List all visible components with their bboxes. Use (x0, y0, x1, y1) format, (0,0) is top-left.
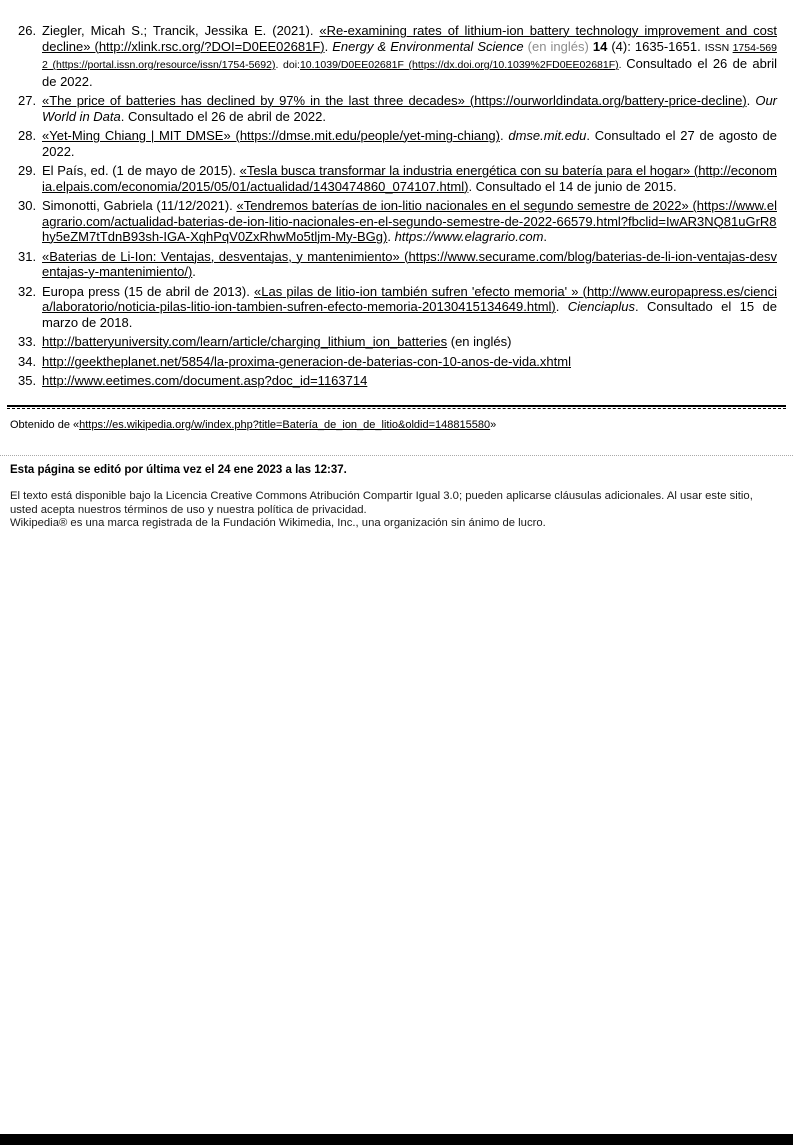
reference-content (42, 163, 777, 194)
retrieved-from-line (10, 419, 783, 432)
reference-link[interactable]: (https://dmse.mit.edu/people/yet-ming-chiang) (235, 128, 500, 143)
reference-item (18, 23, 777, 89)
bottom-black-bar (0, 1134, 793, 1145)
permalink-url[interactable]: https://es.wikipedia.org/w/index.php?title=Batería_de_ion_de_litio&oldid=148815580 (79, 418, 491, 431)
reference-link[interactable]: (http://xlink.rsc.org/?DOI=D0EE02681F) (94, 38, 325, 54)
reference-link[interactable]: 1754-5692 (https://portal.issn.org/resource/issn/1754-5692) (42, 41, 777, 71)
footer-divider (0, 455, 793, 456)
reference-link[interactable]: http://geektheplanet.net/5854/la-proxima-generacion-de-baterias-con-10-anos-de-vida.xhtml (42, 353, 571, 369)
reference-link[interactable]: «Yet-Ming Chiang | MIT DMSE» (42, 128, 236, 143)
reference-link[interactable]: «The price of batteries has declined by 97% in the last three decades» (42, 93, 470, 108)
reference-number: 27. (18, 93, 37, 108)
reference-item (18, 163, 777, 194)
reference-text-segment: (en inglés) (527, 38, 589, 54)
reference-text-segment: 14 (592, 38, 608, 54)
document-page (0, 23, 793, 531)
license-text: El texto está disponible bajo la Licencia Creative Commons Atribución Compartir Igual 3.0; pueden aplicarse cláusulas adicionales. Al usar este sitio, usted acepta nuestros términos de uso y nuestra política de privacidad. (10, 490, 753, 516)
reference-text-segment: El País, ed. (1 de mayo de 2015). (42, 163, 240, 178)
reference-number: 28. (18, 128, 37, 143)
reference-item (18, 93, 777, 124)
reference-text-segment: . Consultado el 27 de agosto de 2022. (42, 128, 778, 159)
reference-link[interactable]: «Baterias de Li-Ion: Ventajas, desventajas, y mantenimiento» (42, 248, 405, 264)
reference-text-segment: (en inglés) (447, 334, 512, 349)
reference-link[interactable]: (https://www.elagrario.com/actualidad-baterias-de-ion-litio-nacionales-en-el-segundo-semestre-de-2022-66579.html?fbclid=IwAR3NQ81uGrR8hy5eZM7tTdnB93sh-IGA-XqhPqV0ZxRhwMo5tljm-My-BGg) (42, 198, 777, 244)
reference-content (42, 284, 777, 331)
reference-text-segment: . (499, 128, 509, 143)
reference-content (42, 334, 777, 350)
reference-content (42, 249, 777, 280)
reference-text-segment: . Consultado el 26 de abril de 2022. (120, 108, 327, 124)
reference-text-segment: . (387, 229, 395, 244)
reference-text-segment: (4): 1635-1651. (607, 38, 705, 54)
reference-number: 35. (18, 373, 37, 388)
reference-text-segment: Energy & Environmental Science (332, 38, 524, 54)
reference-number: 34. (18, 353, 37, 369)
reference-item (18, 334, 777, 350)
trademark-text: Wikipedia® es una marca registrada de la Fundación Wikimedia, Inc., una organización sin ánimo de lucro. (10, 517, 546, 529)
reference-link[interactable]: «Tendremos baterías de ion-litio nacionales en el segundo semestre de 2022» (236, 198, 693, 213)
reference-number: 29. (18, 163, 37, 178)
reference-content (42, 373, 777, 389)
reference-link[interactable]: (http://economia.elpais.com/economia/2015/05/01/actualidad/1430474860_074107.html) (42, 163, 777, 194)
reference-text-segment: dmse.mit.edu (508, 128, 587, 143)
reference-text-segment: . doi: (275, 59, 300, 71)
reference-text-segment: Cienciaplus (567, 299, 635, 314)
references-list (18, 23, 777, 389)
reference-item (18, 128, 777, 159)
reference-text-segment: ISSN (704, 41, 733, 54)
reference-text-segment: . (555, 299, 568, 314)
reference-link[interactable]: (http://www.europapress.es/ciencia/laboratorio/noticia-pilas-litio-ion-tambien-sufren-efecto-memoria-20130415134649.html) (42, 283, 777, 314)
reference-link[interactable]: http://batteryuniversity.com/learn/article/charging_lithium_ion_batteries (42, 334, 448, 349)
reference-text-segment: . (618, 59, 627, 71)
reference-text-segment: Consultado el 26 de abril de 2022. (42, 56, 777, 89)
reference-item (18, 198, 777, 245)
reference-text-segment: . (324, 38, 333, 54)
reference-number: 30. (18, 198, 37, 213)
reference-text-segment: . Consultado el 14 de junio de 2015. (468, 178, 677, 194)
reference-link[interactable]: http://www.eetimes.com/document.asp?doc_id=1163714 (42, 373, 368, 388)
reference-link[interactable]: (https://ourworldindata.org/battery-price-decline) (469, 93, 747, 108)
reference-content (42, 198, 777, 245)
reference-link[interactable]: (https://www.securame.com/blog/baterias-de-li-ion-ventajas-desventajas-y-mantenimiento/) (42, 248, 777, 279)
retrieved-suffix: » (490, 418, 497, 431)
reference-content (42, 93, 777, 124)
reference-link[interactable]: «Tesla busca transformar la industria energética con su batería para el hogar» (239, 163, 694, 178)
reference-text-segment: Europa press (15 de abril de 2013). (42, 283, 254, 299)
reference-text-segment: Simonotti, Gabriela (11/12/2021). (42, 198, 237, 213)
reference-number: 32. (18, 283, 37, 299)
reference-link[interactable]: «Las pilas de litio-ion también sufren 'efecto memoria' » (254, 283, 583, 299)
last-edited-line: Esta página se editó por última vez el 24 ene 2023 a las 12:37. (10, 463, 347, 476)
reference-item (18, 249, 777, 280)
reference-content (42, 23, 777, 89)
reference-text-segment: . (543, 229, 548, 244)
reference-number: 33. (18, 334, 37, 349)
license-block (10, 490, 783, 531)
reference-content (42, 128, 777, 159)
reference-text-segment: Our World in Data (42, 93, 778, 124)
reference-item (18, 373, 777, 389)
reference-number: 26. (18, 23, 37, 38)
reference-text-segment: . (192, 264, 196, 279)
reference-text-segment: Ziegler, Micah S.; Trancik, Jessika E. (2021). (42, 23, 320, 38)
reference-number: 31. (18, 248, 37, 264)
retrieved-prefix: Obtenido de « (10, 418, 80, 431)
reference-text-segment: . (746, 93, 756, 108)
reference-content (42, 354, 777, 370)
reference-text-segment: https://www.elagrario.com (394, 229, 544, 244)
reference-item (18, 284, 777, 331)
reference-text-segment: . Consultado el 15 de marzo de 2018. (42, 299, 777, 330)
reference-item (18, 354, 777, 370)
reference-link[interactable]: 10.1039/D0EE02681F (https://dx.doi.org/10.1039%2FD0EE02681F) (299, 59, 619, 71)
horizontal-rule (7, 405, 786, 409)
reference-link[interactable]: «Re-examining rates of lithium-ion battery technology improvement and cost decline» (42, 23, 777, 54)
